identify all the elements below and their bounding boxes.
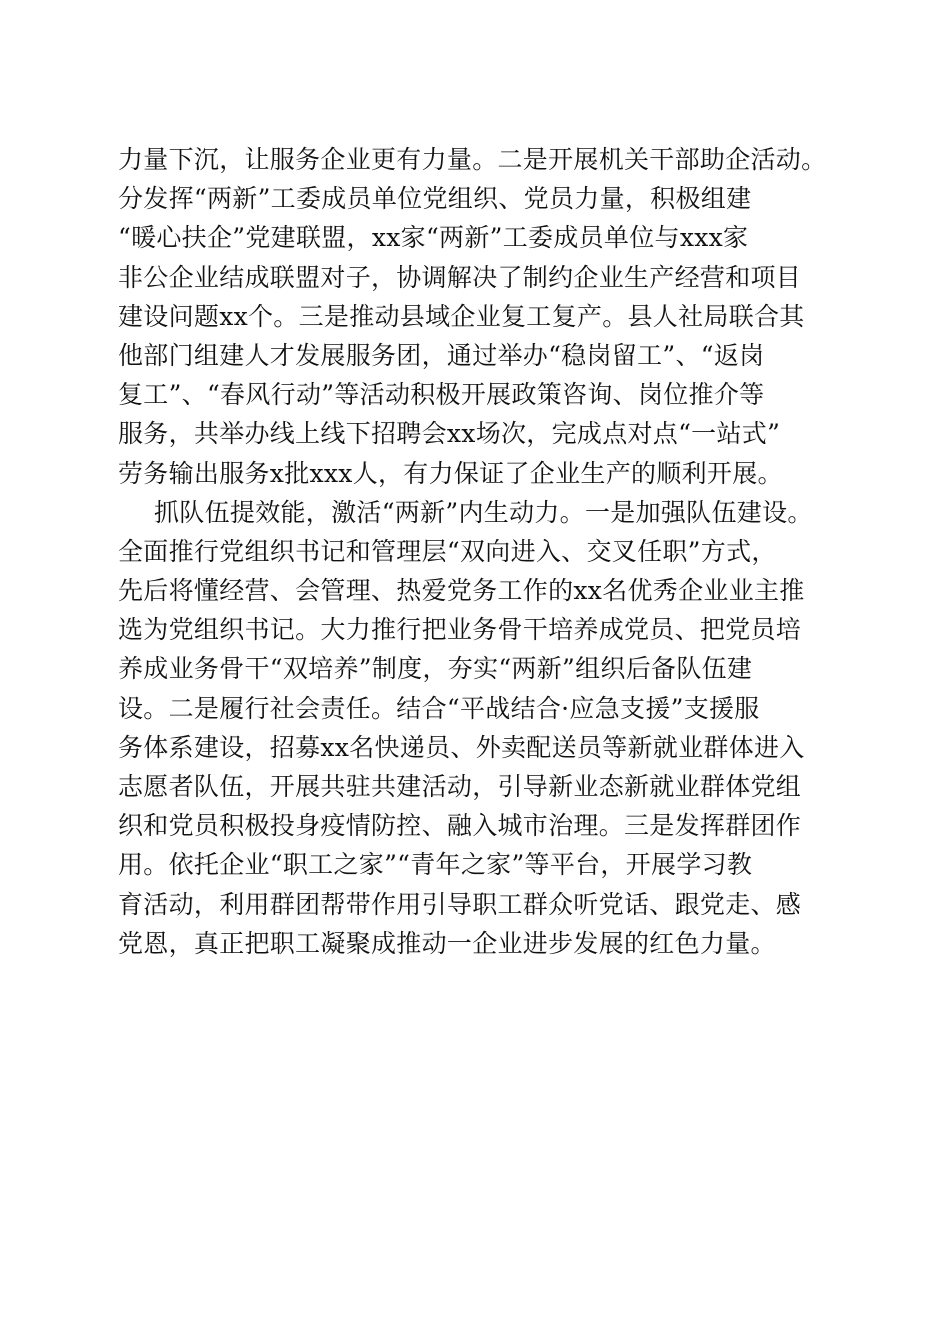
text-line: 全面推行党组织书记和管理层“双向进入、交叉任职”方式， — [118, 536, 777, 566]
text-line: 先后将懂经营、会管理、热爱党务工作的xx名优秀企业业主推 — [118, 576, 805, 606]
text-line: 育活动，利用群团帮带作用引导职工群众听党话、跟党走、感 — [118, 889, 802, 919]
text-line: 非公企业结成联盟对子，协调解决了制约企业生产经营和项目 — [118, 262, 802, 292]
text-line: 他部门组建人才发展服务团，通过举办“稳岗留工”、“返岗 — [118, 340, 765, 370]
text-line: 务体系建设，招募xx名快递员、外卖配送员等新就业群体进入 — [118, 732, 805, 762]
document-body — [118, 140, 838, 963]
text-line: 服务，共举办线上线下招聘会xx场次，完成点对点“一站式” — [118, 419, 781, 449]
text-line: 用。依托企业“职工之家”“青年之家”等平台，开展学习教 — [118, 850, 753, 880]
text-line: 建设问题xx个。三是推动县域企业复工复产。县人社局联合其 — [118, 301, 805, 331]
text-line: 劳务输出服务x批xxx人，有力保证了企业生产的顺利开展。 — [118, 458, 783, 488]
text-line: 选为党组织书记。大力推行把业务骨干培养成党员、把党员培 — [118, 615, 802, 645]
text-line: 党恩，真正把职工凝聚成推动一企业进步发展的红色力量。 — [118, 928, 776, 958]
text-line: 复工”、“春风行动”等活动积极开展政策咨询、岗位推介等 — [118, 380, 765, 410]
text-line: 设。二是履行社会责任。结合“平战结合·应急支援”支援服 — [118, 693, 760, 723]
text-line: 志愿者队伍，开展共驻共建活动，引导新业态新就业群体党组 — [118, 772, 802, 801]
text-line: 养成业务骨干“双培养”制度，夯实“两新”组织后备队伍建 — [118, 654, 753, 684]
text-line: 分发挥“两新”工委成员单位党组织、党员力量，积极组建 — [118, 184, 752, 214]
text-line: 力量下沉，让服务企业更有力量。二是开展机关干部助企活动。 — [118, 145, 827, 174]
text-line: 织和党员积极投身疫情防控、融入城市治理。三是发挥群团作 — [118, 811, 802, 841]
text-line: “暖心扶企”党建联盟，xx家“两新”工委成员单位与xxx家 — [118, 223, 749, 253]
paragraph-heading-line: 抓队伍提效能，激活“两新”内生动力。一是加强队伍建设。 — [154, 497, 813, 527]
